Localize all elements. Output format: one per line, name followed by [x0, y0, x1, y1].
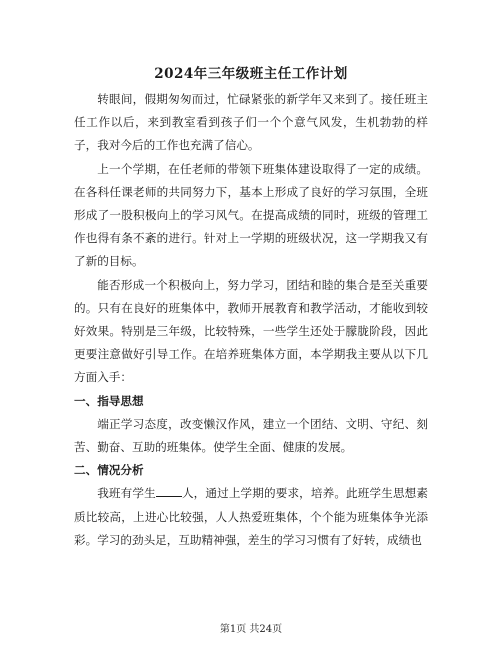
paragraph-guiding-ideology: 端正学习态度，改变懒汉作风，建立一个团结、文明、守纪、刻苦、勤奋、互助的班集体。使学生全面、健康的发展。: [74, 416, 428, 455]
paragraph-situation-part2: 人，通过上学期的要求，培养。此班学生思想素质比较高，上进心比较强，人人热爱班集体，个个能为班集体争光添彩。学习的劲头足，互助精神强，差生的学习习惯有了好转，成绩也: [74, 486, 428, 547]
paragraph-intro: 转眼间，假期匆匆而过，忙碌紧张的新学年又来到了。接任班主任工作以后，来到教室看到孩子们一个个意气风发，生机勃勃的样子，我对今后的工作也充满了信心。: [74, 92, 428, 153]
section-heading-situation-analysis: 二、情况分析: [74, 463, 144, 478]
section-heading-guiding-ideology: 一、指导思想: [74, 393, 144, 408]
paragraph-class-building: 能否形成一个积极向上，努力学习，团结和睦的集合是至关重要的。只有在良好的班集体中，教师开展教育和教学活动，才能收到较好效果。特别是三年级，比较特殊，一些学生还处于朦胧阶段，因此更要注意做好引导工作。在培养班集体方面，本学期我主要从以下几方面入手：: [74, 277, 428, 385]
document-body: [74, 88, 428, 552]
paragraph-situation-analysis: [74, 482, 428, 552]
blank-student-count: [156, 485, 182, 497]
page-footer: 第1页 共24页: [219, 624, 283, 635]
paragraph-situation-part1: 我班有学生: [97, 486, 156, 501]
paragraph-last-semester: 上一个学期，在任老师的带领下班集体建设取得了一定的成绩。在各科任课老师的共同努力下，基本上形成了良好的学习氛围，全班形成了一股积极向上的学习风气。在提高成绩的同时，班级的管理工作也得有条不紊的进行。针对上一学期的班级状况，这一学期我又有了新的目标。: [74, 161, 428, 269]
document-title: 2024年三年级班主任工作计划: [154, 66, 348, 82]
